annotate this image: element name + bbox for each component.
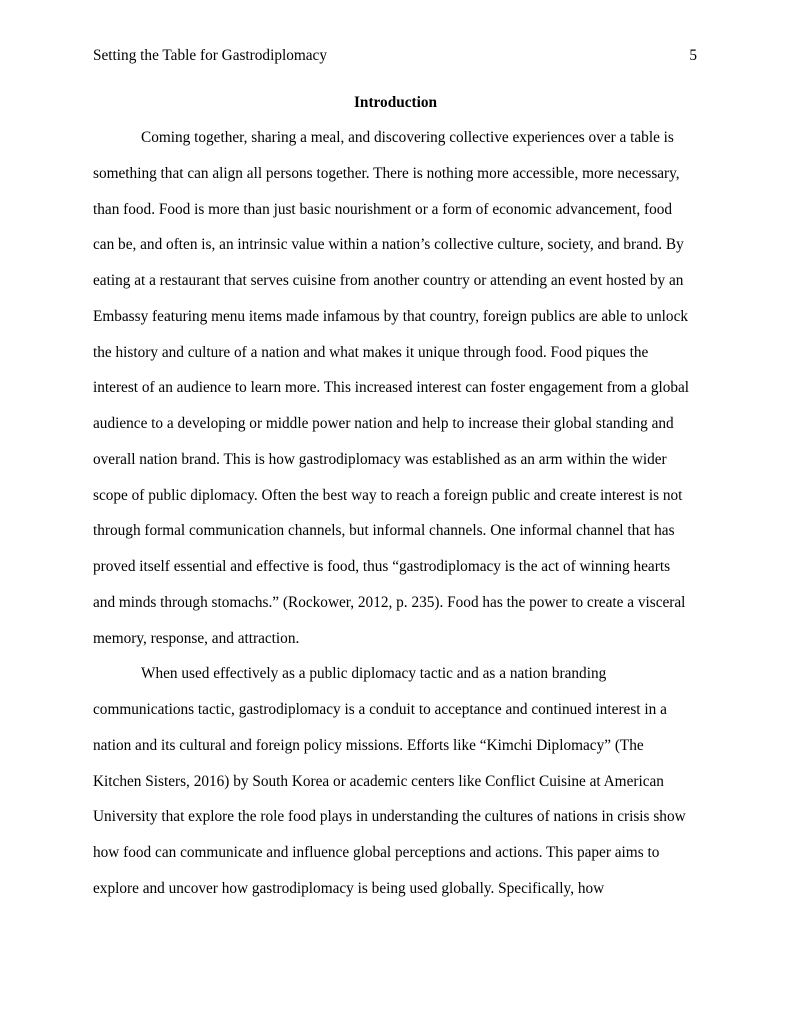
- running-head: Setting the Table for Gastrodiplomacy: [93, 47, 327, 64]
- text-line: interest of an audience to learn more. This increased interest can foster engagement from a global: [93, 379, 690, 397]
- text-line: how food can communicate and influence global perceptions and actions. This paper aims to: [93, 844, 660, 861]
- body-text: [93, 129, 713, 916]
- text-line: eating at a restaurant that serves cuisine from another country or attending an event hosted by an: [93, 272, 684, 289]
- text-line: explore and uncover how gastrodiplomacy is being used globally. Specifically, how: [93, 879, 605, 897]
- section-title: Introduction: [353, 94, 438, 111]
- text-line: and minds through stomachs.” (Rockower, 2012, p. 235). Food has the power to create a visceral: [93, 593, 686, 611]
- text-line: nation and its cultural and foreign policy missions. Efforts like “Kimchi Diplomacy” (The: [93, 736, 644, 754]
- text-line: Coming together, sharing a meal, and discovering collective experiences over a table is: [141, 129, 674, 146]
- text-line: scope of public diplomacy. Often the best way to reach a foreign public and create interest is not: [93, 486, 683, 504]
- text-line: something that can align all persons together. There is nothing more accessible, more necessary,: [93, 164, 680, 182]
- text-line: can be, and often is, an intrinsic value within a nation’s collective culture, society, and brand. By: [93, 236, 684, 254]
- text-line: University that explore the role food plays in understanding the cultures of nations in crisis show: [93, 808, 686, 826]
- text-line: memory, response, and attraction.: [93, 629, 300, 647]
- text-line: the history and culture of a nation and what makes it unique through food. Food piques the: [93, 343, 649, 361]
- paragraph-1: [93, 129, 713, 665]
- text-line: When used effectively as a public diplomacy tactic and as a nation branding: [141, 665, 607, 683]
- page-number: 5: [689, 47, 697, 64]
- text-line: overall nation brand. This is how gastrodiplomacy was established as an arm within the wider: [93, 450, 667, 468]
- text-line: communications tactic, gastrodiplomacy is a conduit to acceptance and continued interest in a: [93, 701, 667, 718]
- text-line: than food. Food is more than just basic nourishment or a form of economic advancement, food: [93, 200, 673, 218]
- text-line: through formal communication channels, but informal channels. One informal channel that has: [93, 522, 675, 540]
- text-line: audience to a developing or middle power nation and help to increase their global standing and: [93, 415, 674, 432]
- paragraph-2: [93, 665, 713, 915]
- text-line: proved itself essential and effective is food, thus “gastrodiplomacy is the act of winning hearts: [93, 558, 671, 575]
- text-line: Embassy featuring menu items made infamous by that country, foreign publics are able to unlock: [93, 307, 689, 325]
- text-line: Kitchen Sisters, 2016) by South Korea or academic centers like Conflict Cuisine at American: [93, 772, 664, 790]
